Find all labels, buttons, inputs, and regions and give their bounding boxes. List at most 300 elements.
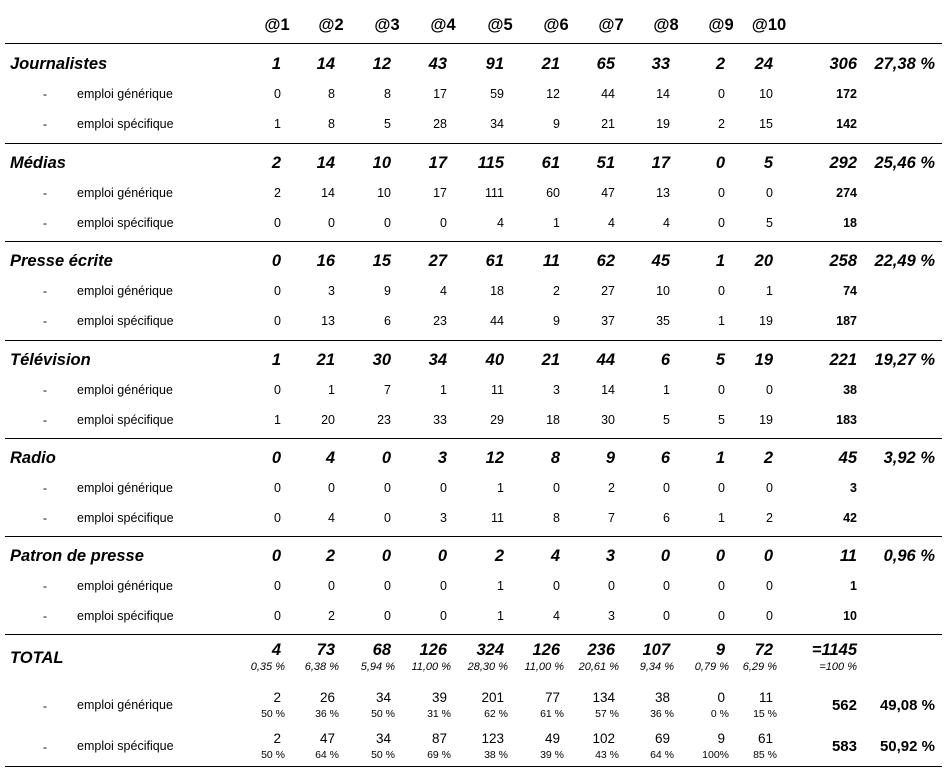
sub-value: 30 <box>601 413 615 427</box>
sub-value: 1 <box>274 413 281 427</box>
sub-value: 34 <box>490 117 504 131</box>
sub-value: 3 <box>440 511 447 525</box>
total-sub-value: 34 <box>375 731 391 746</box>
sub-value: 0 <box>766 186 773 200</box>
category-value: 21 <box>541 351 560 369</box>
sub-value: 14 <box>601 383 615 397</box>
category-value: 20 <box>754 252 773 270</box>
sub-value: 0 <box>274 511 281 525</box>
category-percent: 3,92 % <box>883 449 935 467</box>
column-header: @3 <box>374 16 400 34</box>
sub-value: 1 <box>766 284 773 298</box>
row-divider <box>5 43 942 44</box>
sub-value: 1 <box>553 216 560 230</box>
sub-value: 19 <box>759 413 773 427</box>
category-value: 27 <box>428 252 447 270</box>
sub-value: 0 <box>718 579 725 593</box>
total-sub-percent: 100% <box>702 749 729 761</box>
sub-value: 1 <box>497 481 504 495</box>
sub-value: 8 <box>553 511 560 525</box>
sub-value: 0 <box>766 579 773 593</box>
category-value: 0 <box>381 449 391 467</box>
sub-value: 5 <box>663 413 670 427</box>
sub-total: 183 <box>836 413 857 427</box>
category-value: 2 <box>271 154 281 172</box>
sub-total: 74 <box>843 284 857 298</box>
total-sub-value: 49 <box>544 731 560 746</box>
total-sub-share: 49,08 % <box>879 697 935 714</box>
sub-value: 3 <box>328 284 335 298</box>
category-percent: 27,38 % <box>874 55 935 73</box>
sub-total: 38 <box>843 383 857 397</box>
category-value: 14 <box>316 55 335 73</box>
dash-marker: - <box>43 87 47 101</box>
sub-value: 4 <box>440 284 447 298</box>
row-divider <box>5 536 942 537</box>
column-header: @1 <box>264 16 290 34</box>
category-total: 258 <box>829 252 857 270</box>
category-value: 21 <box>541 55 560 73</box>
category-name: Médias <box>10 154 66 172</box>
sub-label: emploi générique <box>77 481 173 495</box>
row-divider <box>5 634 942 635</box>
total-percent: 11,00 % <box>524 661 564 673</box>
sub-value: 6 <box>384 314 391 328</box>
sub-value: 0 <box>663 579 670 593</box>
total-sub-percent: 50 % <box>371 708 395 720</box>
sub-value: 1 <box>440 383 447 397</box>
category-value: 17 <box>651 154 670 172</box>
total-percent: 28,30 % <box>467 661 508 673</box>
category-value: 1 <box>715 449 725 467</box>
sub-value: 0 <box>440 609 447 623</box>
sub-value: 0 <box>440 216 447 230</box>
category-value: 15 <box>372 252 391 270</box>
total-sub-percent: 69 % <box>427 749 451 761</box>
sub-value: 59 <box>490 87 504 101</box>
sub-value: 8 <box>328 87 335 101</box>
category-value: 12 <box>372 55 391 73</box>
sub-label: emploi spécifique <box>77 314 174 328</box>
category-value: 14 <box>316 154 335 172</box>
sub-label: emploi générique <box>77 698 173 712</box>
sub-value: 0 <box>384 481 391 495</box>
sub-value: 2 <box>608 481 615 495</box>
total-sub-percent: 0 % <box>710 708 729 720</box>
total-value: 4 <box>271 641 281 659</box>
total-percent: 6,38 % <box>304 661 339 673</box>
dash-marker: - <box>43 383 47 397</box>
category-percent: 0,96 % <box>883 547 935 565</box>
category-name: Patron de presse <box>10 547 144 565</box>
sub-value: 0 <box>440 481 447 495</box>
sub-total: 10 <box>843 609 857 623</box>
dash-marker: - <box>43 511 47 525</box>
total-sub-percent: 64 % <box>315 749 339 761</box>
sub-value: 0 <box>718 186 725 200</box>
sub-value: 23 <box>433 314 447 328</box>
sub-value: 15 <box>759 117 773 131</box>
sub-value: 0 <box>608 579 615 593</box>
category-value: 4 <box>325 449 335 467</box>
total-value: 9 <box>715 641 725 659</box>
sub-value: 2 <box>328 609 335 623</box>
total-sub-percent: 62 % <box>484 708 508 720</box>
sub-value: 3 <box>608 609 615 623</box>
dash-marker: - <box>43 413 47 427</box>
sub-total: 142 <box>836 117 857 131</box>
total-sub-total: 562 <box>831 697 857 714</box>
sub-value: 4 <box>553 609 560 623</box>
sub-value: 0 <box>766 383 773 397</box>
category-value: 3 <box>605 547 615 565</box>
sub-value: 1 <box>663 383 670 397</box>
category-value: 2 <box>494 547 504 565</box>
category-value: 0 <box>715 154 725 172</box>
sub-label: emploi générique <box>77 284 173 298</box>
category-value: 33 <box>651 55 670 73</box>
sub-label: emploi spécifique <box>77 117 174 131</box>
total-percent: 0,79 % <box>694 661 729 673</box>
category-value: 1 <box>715 252 725 270</box>
category-value: 5 <box>715 351 725 369</box>
sub-value: 8 <box>328 117 335 131</box>
row-divider <box>5 143 942 144</box>
total-sub-value: 9 <box>717 731 725 746</box>
sub-value: 0 <box>384 579 391 593</box>
sub-value: 8 <box>384 87 391 101</box>
sub-label: emploi spécifique <box>77 739 174 753</box>
total-sub-percent: 15 % <box>753 708 777 720</box>
sub-value: 33 <box>433 413 447 427</box>
sub-value: 11 <box>491 511 504 525</box>
grand-total-percent: =100 % <box>819 661 857 673</box>
sub-value: 0 <box>766 609 773 623</box>
dash-marker: - <box>43 216 47 230</box>
category-value: 0 <box>437 547 447 565</box>
category-value: 0 <box>381 547 391 565</box>
total-label: TOTAL <box>10 649 64 667</box>
sub-value: 9 <box>553 314 560 328</box>
total-value: 107 <box>642 641 670 659</box>
sub-value: 14 <box>321 186 335 200</box>
sub-value: 0 <box>328 579 335 593</box>
sub-value: 0 <box>663 481 670 495</box>
total-percent: 0,35 % <box>250 661 285 673</box>
row-divider <box>5 340 942 341</box>
total-value: 126 <box>532 641 560 659</box>
total-sub-percent: 36 % <box>315 708 339 720</box>
sub-value: 47 <box>601 186 615 200</box>
category-name: Télévision <box>10 351 91 369</box>
category-value: 16 <box>316 252 335 270</box>
total-sub-percent: 50 % <box>261 708 285 720</box>
sub-value: 27 <box>601 284 615 298</box>
total-value: 73 <box>316 641 335 659</box>
total-sub-value: 39 <box>431 690 447 705</box>
sub-value: 0 <box>718 87 725 101</box>
sub-total: 18 <box>843 216 857 230</box>
sub-value: 0 <box>384 511 391 525</box>
sub-value: 12 <box>546 87 560 101</box>
category-value: 0 <box>271 449 281 467</box>
total-sub-value: 2 <box>273 690 281 705</box>
total-sub-value: 61 <box>757 731 773 746</box>
total-percent: 9,34 % <box>639 661 674 673</box>
sub-value: 13 <box>656 186 670 200</box>
sub-value: 2 <box>766 511 773 525</box>
total-sub-value: 87 <box>431 731 447 746</box>
sub-value: 0 <box>328 216 335 230</box>
dash-marker: - <box>43 117 47 131</box>
total-sub-value: 11 <box>758 690 773 705</box>
category-value: 8 <box>550 449 560 467</box>
dash-marker: - <box>43 481 47 495</box>
category-value: 45 <box>651 252 670 270</box>
category-value: 1 <box>271 351 281 369</box>
sub-value: 0 <box>274 216 281 230</box>
category-value: 65 <box>596 55 615 73</box>
sub-total: 42 <box>843 511 857 525</box>
category-value: 5 <box>763 154 773 172</box>
dash-marker: - <box>43 314 47 328</box>
sub-value: 1 <box>497 609 504 623</box>
category-value: 34 <box>428 351 447 369</box>
category-value: 115 <box>477 154 504 172</box>
sub-value: 28 <box>433 117 447 131</box>
category-value: 10 <box>372 154 391 172</box>
total-sub-percent: 43 % <box>595 749 619 761</box>
total-value: 72 <box>754 641 773 659</box>
sub-value: 44 <box>601 87 615 101</box>
sub-value: 2 <box>718 117 725 131</box>
category-total: 292 <box>829 154 857 172</box>
sub-label: emploi spécifique <box>77 511 174 525</box>
total-sub-value: 34 <box>375 690 391 705</box>
sub-value: 0 <box>553 579 560 593</box>
total-sub-percent: 57 % <box>595 708 619 720</box>
category-total: 11 <box>839 547 857 565</box>
category-value: 19 <box>754 351 773 369</box>
category-value: 0 <box>660 547 670 565</box>
dash-marker: - <box>43 284 47 298</box>
sub-value: 4 <box>608 216 615 230</box>
sub-value: 19 <box>656 117 670 131</box>
sub-value: 13 <box>321 314 335 328</box>
sub-value: 0 <box>274 87 281 101</box>
total-value: 126 <box>419 641 447 659</box>
row-divider <box>5 438 942 439</box>
sub-value: 0 <box>718 481 725 495</box>
total-sub-value: 38 <box>654 690 670 705</box>
sub-value: 0 <box>718 216 725 230</box>
sub-value: 6 <box>663 511 670 525</box>
column-header: @9 <box>708 16 734 34</box>
column-header: @4 <box>430 16 456 34</box>
sub-value: 1 <box>274 117 281 131</box>
sub-value: 1 <box>718 511 725 525</box>
sub-value: 0 <box>718 284 725 298</box>
total-sub-value: 77 <box>544 690 560 705</box>
total-sub-percent: 50 % <box>261 749 285 761</box>
column-header: @10 <box>751 16 787 34</box>
sub-value: 18 <box>546 413 560 427</box>
sub-value: 0 <box>274 609 281 623</box>
category-total: 221 <box>829 351 857 369</box>
sub-value: 44 <box>490 314 504 328</box>
sub-value: 5 <box>766 216 773 230</box>
total-sub-value: 0 <box>717 690 725 705</box>
category-percent: 19,27 % <box>874 351 935 369</box>
total-sub-value: 69 <box>654 731 670 746</box>
sub-value: 60 <box>546 186 560 200</box>
sub-value: 0 <box>440 579 447 593</box>
sub-value: 35 <box>656 314 670 328</box>
category-value: 9 <box>605 449 615 467</box>
category-value: 17 <box>428 154 447 172</box>
category-value: 30 <box>372 351 391 369</box>
total-percent: 20,61 % <box>578 661 619 673</box>
category-total: 45 <box>838 449 857 467</box>
total-sub-value: 102 <box>592 731 615 746</box>
category-value: 0 <box>271 252 281 270</box>
sub-label: emploi générique <box>77 186 173 200</box>
total-sub-percent: 38 % <box>484 749 508 761</box>
sub-value: 2 <box>274 186 281 200</box>
sub-label: emploi spécifique <box>77 413 174 427</box>
sub-value: 111 <box>484 186 504 200</box>
sub-total: 187 <box>836 314 857 328</box>
grand-total: =1145 <box>811 641 857 659</box>
total-sub-total: 583 <box>831 738 857 755</box>
category-value: 40 <box>485 351 504 369</box>
total-value: 324 <box>476 641 504 659</box>
category-total: 306 <box>829 55 857 73</box>
sub-value: 7 <box>608 511 615 525</box>
sub-value: 1 <box>718 314 725 328</box>
sub-value: 17 <box>433 186 447 200</box>
total-sub-value: 26 <box>319 690 335 705</box>
sub-value: 9 <box>384 284 391 298</box>
sub-value: 29 <box>490 413 504 427</box>
category-value: 24 <box>754 55 773 73</box>
sub-value: 23 <box>377 413 391 427</box>
sub-value: 10 <box>656 284 670 298</box>
total-sub-percent: 61 % <box>540 708 564 720</box>
sub-value: 0 <box>384 609 391 623</box>
category-name: Presse écrite <box>10 252 113 270</box>
category-value: 12 <box>485 449 504 467</box>
sub-value: 0 <box>553 481 560 495</box>
total-sub-value: 47 <box>319 731 335 746</box>
sub-label: emploi générique <box>77 383 173 397</box>
sub-value: 17 <box>433 87 447 101</box>
category-value: 1 <box>271 55 281 73</box>
column-header: @7 <box>598 16 624 34</box>
column-header: @5 <box>487 16 513 34</box>
sub-value: 10 <box>759 87 773 101</box>
category-value: 2 <box>763 449 773 467</box>
sub-value: 0 <box>274 284 281 298</box>
column-header: @2 <box>318 16 344 34</box>
total-value: 236 <box>587 641 615 659</box>
sub-value: 0 <box>766 481 773 495</box>
sub-value: 4 <box>497 216 504 230</box>
category-value: 2 <box>715 55 725 73</box>
sub-label: emploi spécifique <box>77 216 174 230</box>
sub-value: 0 <box>328 481 335 495</box>
sub-value: 2 <box>553 284 560 298</box>
total-sub-percent: 31 % <box>427 708 451 720</box>
sub-value: 1 <box>328 383 335 397</box>
column-header: @6 <box>543 16 569 34</box>
category-value: 6 <box>660 449 670 467</box>
total-sub-percent: 64 % <box>650 749 674 761</box>
category-name: Radio <box>10 449 56 467</box>
category-value: 61 <box>541 154 560 172</box>
sub-label: emploi générique <box>77 87 173 101</box>
sub-value: 20 <box>321 413 335 427</box>
column-header: @8 <box>653 16 679 34</box>
dash-marker: - <box>43 609 47 623</box>
sub-value: 0 <box>384 216 391 230</box>
total-sub-percent: 50 % <box>371 749 395 761</box>
category-percent: 22,49 % <box>874 252 935 270</box>
dash-marker: - <box>43 186 47 200</box>
category-value: 2 <box>325 547 335 565</box>
category-value: 21 <box>316 351 335 369</box>
sub-total: 172 <box>836 87 857 101</box>
category-value: 6 <box>660 351 670 369</box>
sub-value: 7 <box>384 383 391 397</box>
category-value: 3 <box>437 449 447 467</box>
category-value: 0 <box>271 547 281 565</box>
sub-label: emploi spécifique <box>77 609 174 623</box>
category-value: 11 <box>542 252 560 270</box>
category-value: 91 <box>485 55 504 73</box>
category-value: 51 <box>596 154 615 172</box>
sub-value: 19 <box>759 314 773 328</box>
sub-value: 9 <box>553 117 560 131</box>
sub-value: 5 <box>384 117 391 131</box>
total-sub-value: 2 <box>273 731 281 746</box>
category-value: 62 <box>596 252 615 270</box>
total-sub-share: 50,92 % <box>879 738 935 755</box>
total-sub-value: 134 <box>592 690 615 705</box>
sub-value: 0 <box>663 609 670 623</box>
sub-total: 1 <box>850 579 857 593</box>
category-value: 44 <box>596 351 615 369</box>
sub-value: 21 <box>601 117 615 131</box>
dash-marker: - <box>43 579 47 593</box>
category-value: 0 <box>763 547 773 565</box>
sub-value: 1 <box>497 579 504 593</box>
category-value: 61 <box>485 252 504 270</box>
total-value: 68 <box>372 641 391 659</box>
sub-value: 37 <box>601 314 615 328</box>
sub-total: 274 <box>836 186 857 200</box>
sub-value: 0 <box>274 579 281 593</box>
sub-value: 11 <box>491 383 504 397</box>
sub-label: emploi générique <box>77 579 173 593</box>
sub-value: 5 <box>718 413 725 427</box>
category-percent: 25,46 % <box>874 154 935 172</box>
sub-value: 0 <box>274 481 281 495</box>
total-sub-value: 123 <box>481 731 504 746</box>
total-percent: 5,94 % <box>360 661 395 673</box>
total-percent: 6,29 % <box>742 661 777 673</box>
category-value: 0 <box>715 547 725 565</box>
